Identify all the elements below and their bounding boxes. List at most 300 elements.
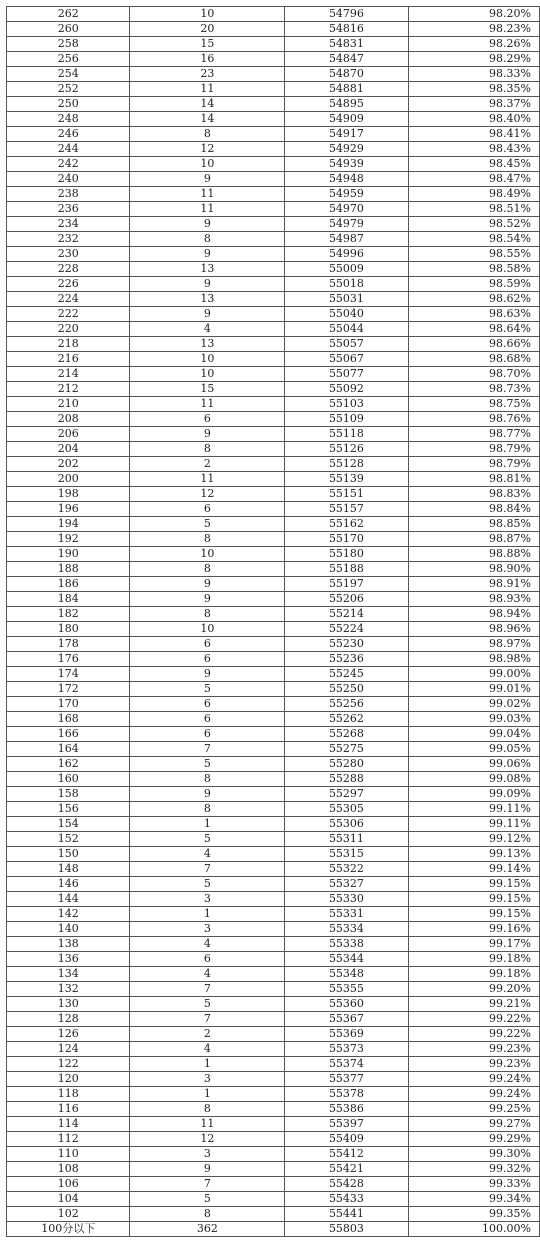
cumulative-cell: 55245 [285, 667, 408, 682]
table-row [7, 157, 540, 172]
table-row [7, 1087, 540, 1102]
count-cell: 7 [130, 1012, 285, 1027]
score-cell: 148 [7, 862, 130, 877]
cumulative-cell: 55297 [285, 787, 408, 802]
percentile-cell: 99.00% [408, 667, 539, 682]
cumulative-cell: 55188 [285, 562, 408, 577]
score-cell: 228 [7, 262, 130, 277]
table-row [7, 427, 540, 442]
percentile-cell: 98.75% [408, 397, 539, 412]
cumulative-cell: 55441 [285, 1207, 408, 1222]
score-cell: 164 [7, 742, 130, 757]
cumulative-cell: 55170 [285, 532, 408, 547]
cumulative-cell: 55214 [285, 607, 408, 622]
score-cell: 190 [7, 547, 130, 562]
cumulative-cell: 55157 [285, 502, 408, 517]
count-cell: 4 [130, 967, 285, 982]
table-row [7, 517, 540, 532]
score-cell: 238 [7, 187, 130, 202]
score-cell: 244 [7, 142, 130, 157]
count-cell: 14 [130, 97, 285, 112]
cumulative-cell: 55412 [285, 1147, 408, 1162]
percentile-cell: 99.17% [408, 937, 539, 952]
cumulative-cell: 54948 [285, 172, 408, 187]
table-row [7, 607, 540, 622]
percentile-cell: 98.35% [408, 82, 539, 97]
cumulative-cell: 55139 [285, 472, 408, 487]
cumulative-cell: 54870 [285, 67, 408, 82]
percentile-cell: 99.11% [408, 802, 539, 817]
cumulative-cell: 55180 [285, 547, 408, 562]
table-row [7, 547, 540, 562]
score-cell: 252 [7, 82, 130, 97]
count-cell: 10 [130, 157, 285, 172]
cumulative-cell: 55369 [285, 1027, 408, 1042]
score-cell: 254 [7, 67, 130, 82]
count-cell: 3 [130, 1147, 285, 1162]
table-row [7, 217, 540, 232]
percentile-cell: 99.22% [408, 1012, 539, 1027]
score-cell: 144 [7, 892, 130, 907]
percentile-cell: 98.85% [408, 517, 539, 532]
count-cell: 10 [130, 352, 285, 367]
score-cell: 176 [7, 652, 130, 667]
cumulative-cell: 55344 [285, 952, 408, 967]
table-row [7, 382, 540, 397]
percentile-cell: 99.16% [408, 922, 539, 937]
count-cell: 13 [130, 292, 285, 307]
score-cell: 220 [7, 322, 130, 337]
percentile-cell: 98.26% [408, 37, 539, 52]
cumulative-cell: 55262 [285, 712, 408, 727]
percentile-cell: 98.62% [408, 292, 539, 307]
percentile-cell: 98.29% [408, 52, 539, 67]
count-cell: 9 [130, 577, 285, 592]
count-cell: 8 [130, 772, 285, 787]
score-cell: 230 [7, 247, 130, 262]
score-cell: 226 [7, 277, 130, 292]
table-row [7, 862, 540, 877]
score-distribution-sheet [6, 6, 540, 1237]
table-row [7, 307, 540, 322]
score-cell: 202 [7, 457, 130, 472]
percentile-cell: 98.94% [408, 607, 539, 622]
cumulative-cell: 55092 [285, 382, 408, 397]
percentile-cell: 98.93% [408, 592, 539, 607]
cumulative-cell: 55224 [285, 622, 408, 637]
score-cell: 182 [7, 607, 130, 622]
cumulative-cell: 55256 [285, 697, 408, 712]
score-cell: 206 [7, 427, 130, 442]
table-row [7, 112, 540, 127]
table-row [7, 772, 540, 787]
percentile-cell: 98.70% [408, 367, 539, 382]
count-cell: 5 [130, 517, 285, 532]
cumulative-cell: 55367 [285, 1012, 408, 1027]
percentile-cell: 99.29% [408, 1132, 539, 1147]
table-row [7, 22, 540, 37]
percentile-cell: 98.43% [408, 142, 539, 157]
percentile-cell: 99.18% [408, 967, 539, 982]
cumulative-cell: 55230 [285, 637, 408, 652]
count-cell: 11 [130, 82, 285, 97]
table-row [7, 232, 540, 247]
count-cell: 8 [130, 607, 285, 622]
percentile-cell: 98.37% [408, 97, 539, 112]
count-cell: 11 [130, 397, 285, 412]
cumulative-cell: 55803 [285, 1222, 408, 1237]
table-row [7, 802, 540, 817]
count-cell: 9 [130, 1162, 285, 1177]
score-cell: 214 [7, 367, 130, 382]
percentile-cell: 98.76% [408, 412, 539, 427]
count-cell: 7 [130, 742, 285, 757]
count-cell: 9 [130, 307, 285, 322]
percentile-cell: 99.24% [408, 1072, 539, 1087]
count-cell: 7 [130, 862, 285, 877]
count-cell: 2 [130, 457, 285, 472]
cumulative-cell: 55044 [285, 322, 408, 337]
count-cell: 9 [130, 172, 285, 187]
count-cell: 5 [130, 682, 285, 697]
percentile-cell: 99.01% [408, 682, 539, 697]
percentile-cell: 98.51% [408, 202, 539, 217]
percentile-cell: 99.08% [408, 772, 539, 787]
table-row [7, 787, 540, 802]
count-cell: 12 [130, 1132, 285, 1147]
cumulative-cell: 54929 [285, 142, 408, 157]
percentile-cell: 99.15% [408, 892, 539, 907]
count-cell: 1 [130, 817, 285, 832]
count-cell: 3 [130, 922, 285, 937]
count-cell: 5 [130, 832, 285, 847]
table-row [7, 1177, 540, 1192]
percentile-cell: 99.34% [408, 1192, 539, 1207]
percentile-cell: 98.90% [408, 562, 539, 577]
percentile-cell: 98.66% [408, 337, 539, 352]
percentile-cell: 99.23% [408, 1042, 539, 1057]
percentile-cell: 98.91% [408, 577, 539, 592]
count-cell: 10 [130, 367, 285, 382]
count-cell: 13 [130, 337, 285, 352]
score-cell: 108 [7, 1162, 130, 1177]
percentile-cell: 99.21% [408, 997, 539, 1012]
cumulative-cell: 55077 [285, 367, 408, 382]
score-cell: 250 [7, 97, 130, 112]
count-cell: 6 [130, 712, 285, 727]
table-row [7, 97, 540, 112]
percentile-cell: 99.06% [408, 757, 539, 772]
table-row [7, 397, 540, 412]
score-cell: 102 [7, 1207, 130, 1222]
table-row [7, 847, 540, 862]
count-cell: 6 [130, 952, 285, 967]
percentile-cell: 98.87% [408, 532, 539, 547]
score-cell: 222 [7, 307, 130, 322]
table-row [7, 1222, 540, 1237]
percentile-cell: 99.04% [408, 727, 539, 742]
table-row [7, 67, 540, 82]
table-row [7, 352, 540, 367]
percentile-cell: 98.88% [408, 547, 539, 562]
table-row [7, 487, 540, 502]
cumulative-cell: 54959 [285, 187, 408, 202]
count-cell: 8 [130, 232, 285, 247]
count-cell: 9 [130, 667, 285, 682]
count-cell: 12 [130, 142, 285, 157]
table-row [7, 742, 540, 757]
table-row [7, 247, 540, 262]
table-row [7, 562, 540, 577]
count-cell: 15 [130, 382, 285, 397]
table-row [7, 757, 540, 772]
percentile-cell: 99.13% [408, 847, 539, 862]
count-cell: 4 [130, 937, 285, 952]
count-cell: 15 [130, 37, 285, 52]
table-row [7, 967, 540, 982]
count-cell: 5 [130, 1192, 285, 1207]
cumulative-cell: 55162 [285, 517, 408, 532]
percentile-cell: 99.11% [408, 817, 539, 832]
cumulative-cell: 55315 [285, 847, 408, 862]
cumulative-cell: 55330 [285, 892, 408, 907]
score-cell: 224 [7, 292, 130, 307]
count-cell: 362 [130, 1222, 285, 1237]
table-row [7, 982, 540, 997]
score-cell: 248 [7, 112, 130, 127]
score-cell: 162 [7, 757, 130, 772]
score-cell: 260 [7, 22, 130, 37]
count-cell: 4 [130, 847, 285, 862]
percentile-cell: 98.84% [408, 502, 539, 517]
table-row [7, 1102, 540, 1117]
percentile-cell: 99.25% [408, 1102, 539, 1117]
table-body [7, 7, 540, 1237]
score-cell: 172 [7, 682, 130, 697]
cumulative-cell: 54939 [285, 157, 408, 172]
percentile-cell: 98.40% [408, 112, 539, 127]
table-row [7, 952, 540, 967]
table-row [7, 922, 540, 937]
count-cell: 5 [130, 757, 285, 772]
cumulative-cell: 54895 [285, 97, 408, 112]
score-cell: 212 [7, 382, 130, 397]
cumulative-cell: 54881 [285, 82, 408, 97]
count-cell: 9 [130, 427, 285, 442]
count-cell: 5 [130, 997, 285, 1012]
count-cell: 23 [130, 67, 285, 82]
percentile-cell: 98.49% [408, 187, 539, 202]
percentile-cell: 99.02% [408, 697, 539, 712]
percentile-cell: 99.15% [408, 877, 539, 892]
score-cell: 246 [7, 127, 130, 142]
percentile-cell: 98.68% [408, 352, 539, 367]
count-cell: 7 [130, 1177, 285, 1192]
score-cell: 120 [7, 1072, 130, 1087]
score-cell: 142 [7, 907, 130, 922]
cumulative-cell: 54996 [285, 247, 408, 262]
score-cell: 126 [7, 1027, 130, 1042]
score-cell: 128 [7, 1012, 130, 1027]
table-row [7, 1207, 540, 1222]
cumulative-cell: 55428 [285, 1177, 408, 1192]
percentile-cell: 98.79% [408, 457, 539, 472]
count-cell: 6 [130, 697, 285, 712]
table-row [7, 577, 540, 592]
score-cell: 100分以下 [7, 1222, 130, 1237]
cumulative-cell: 55250 [285, 682, 408, 697]
table-row [7, 292, 540, 307]
count-cell: 9 [130, 247, 285, 262]
cumulative-cell: 55031 [285, 292, 408, 307]
cumulative-cell: 55331 [285, 907, 408, 922]
cumulative-cell: 55305 [285, 802, 408, 817]
count-cell: 11 [130, 472, 285, 487]
count-cell: 6 [130, 412, 285, 427]
cumulative-cell: 55057 [285, 337, 408, 352]
count-cell: 8 [130, 1102, 285, 1117]
score-cell: 106 [7, 1177, 130, 1192]
cumulative-cell: 54987 [285, 232, 408, 247]
cumulative-cell: 55151 [285, 487, 408, 502]
score-cell: 188 [7, 562, 130, 577]
table-row [7, 367, 540, 382]
percentile-cell: 99.14% [408, 862, 539, 877]
score-cell: 208 [7, 412, 130, 427]
percentile-cell: 99.23% [408, 1057, 539, 1072]
count-cell: 8 [130, 1207, 285, 1222]
cumulative-cell: 55374 [285, 1057, 408, 1072]
count-cell: 1 [130, 1057, 285, 1072]
cumulative-cell: 55288 [285, 772, 408, 787]
percentile-cell: 98.59% [408, 277, 539, 292]
percentile-cell: 99.03% [408, 712, 539, 727]
percentile-cell: 98.81% [408, 472, 539, 487]
cumulative-cell: 54970 [285, 202, 408, 217]
table-row [7, 1012, 540, 1027]
score-cell: 132 [7, 982, 130, 997]
cumulative-cell: 55126 [285, 442, 408, 457]
table-row [7, 532, 540, 547]
score-cell: 140 [7, 922, 130, 937]
table-row [7, 187, 540, 202]
percentile-cell: 98.47% [408, 172, 539, 187]
percentile-cell: 99.12% [408, 832, 539, 847]
cumulative-cell: 55128 [285, 457, 408, 472]
count-cell: 8 [130, 442, 285, 457]
table-row [7, 997, 540, 1012]
cumulative-cell: 55206 [285, 592, 408, 607]
percentile-cell: 99.20% [408, 982, 539, 997]
percentile-cell: 99.09% [408, 787, 539, 802]
table-row [7, 262, 540, 277]
table-row [7, 172, 540, 187]
count-cell: 9 [130, 277, 285, 292]
table-row [7, 727, 540, 742]
table-row [7, 337, 540, 352]
percentile-cell: 98.77% [408, 427, 539, 442]
cumulative-cell: 55067 [285, 352, 408, 367]
cumulative-cell: 55386 [285, 1102, 408, 1117]
table-row [7, 592, 540, 607]
cumulative-cell: 55118 [285, 427, 408, 442]
count-cell: 10 [130, 7, 285, 22]
percentile-cell: 98.33% [408, 67, 539, 82]
cumulative-cell: 55360 [285, 997, 408, 1012]
percentile-cell: 99.18% [408, 952, 539, 967]
table-row [7, 637, 540, 652]
cumulative-cell: 55103 [285, 397, 408, 412]
percentile-cell: 99.30% [408, 1147, 539, 1162]
table-row [7, 1072, 540, 1087]
count-cell: 1 [130, 907, 285, 922]
count-cell: 1 [130, 1087, 285, 1102]
table-row [7, 202, 540, 217]
count-cell: 5 [130, 877, 285, 892]
score-cell: 200 [7, 472, 130, 487]
cumulative-cell: 55275 [285, 742, 408, 757]
count-cell: 20 [130, 22, 285, 37]
table-row [7, 502, 540, 517]
score-cell: 104 [7, 1192, 130, 1207]
cumulative-cell: 54909 [285, 112, 408, 127]
percentile-cell: 98.54% [408, 232, 539, 247]
count-cell: 9 [130, 217, 285, 232]
score-cell: 204 [7, 442, 130, 457]
count-cell: 11 [130, 202, 285, 217]
count-cell: 11 [130, 187, 285, 202]
percentile-cell: 98.52% [408, 217, 539, 232]
score-cell: 192 [7, 532, 130, 547]
count-cell: 6 [130, 652, 285, 667]
count-cell: 9 [130, 787, 285, 802]
score-cell: 160 [7, 772, 130, 787]
cumulative-cell: 54847 [285, 52, 408, 67]
count-cell: 12 [130, 487, 285, 502]
score-cell: 124 [7, 1042, 130, 1057]
score-cell: 210 [7, 397, 130, 412]
score-cell: 218 [7, 337, 130, 352]
count-cell: 8 [130, 127, 285, 142]
percentile-cell: 99.15% [408, 907, 539, 922]
cumulative-cell: 55018 [285, 277, 408, 292]
cumulative-cell: 55306 [285, 817, 408, 832]
table-row [7, 817, 540, 832]
table-row [7, 127, 540, 142]
score-cell: 146 [7, 877, 130, 892]
count-cell: 10 [130, 622, 285, 637]
percentile-cell: 98.98% [408, 652, 539, 667]
table-row [7, 1162, 540, 1177]
table-row [7, 7, 540, 22]
table-row [7, 442, 540, 457]
score-cell: 194 [7, 517, 130, 532]
table-row [7, 277, 540, 292]
cumulative-cell: 55236 [285, 652, 408, 667]
percentile-cell: 99.22% [408, 1027, 539, 1042]
score-cell: 122 [7, 1057, 130, 1072]
cumulative-cell: 55334 [285, 922, 408, 937]
percentile-cell: 98.63% [408, 307, 539, 322]
percentile-cell: 99.24% [408, 1087, 539, 1102]
table-row [7, 1057, 540, 1072]
percentile-cell: 98.73% [408, 382, 539, 397]
score-cell: 156 [7, 802, 130, 817]
count-cell: 10 [130, 547, 285, 562]
score-cell: 174 [7, 667, 130, 682]
percentile-cell: 100.00% [408, 1222, 539, 1237]
cumulative-cell: 55009 [285, 262, 408, 277]
